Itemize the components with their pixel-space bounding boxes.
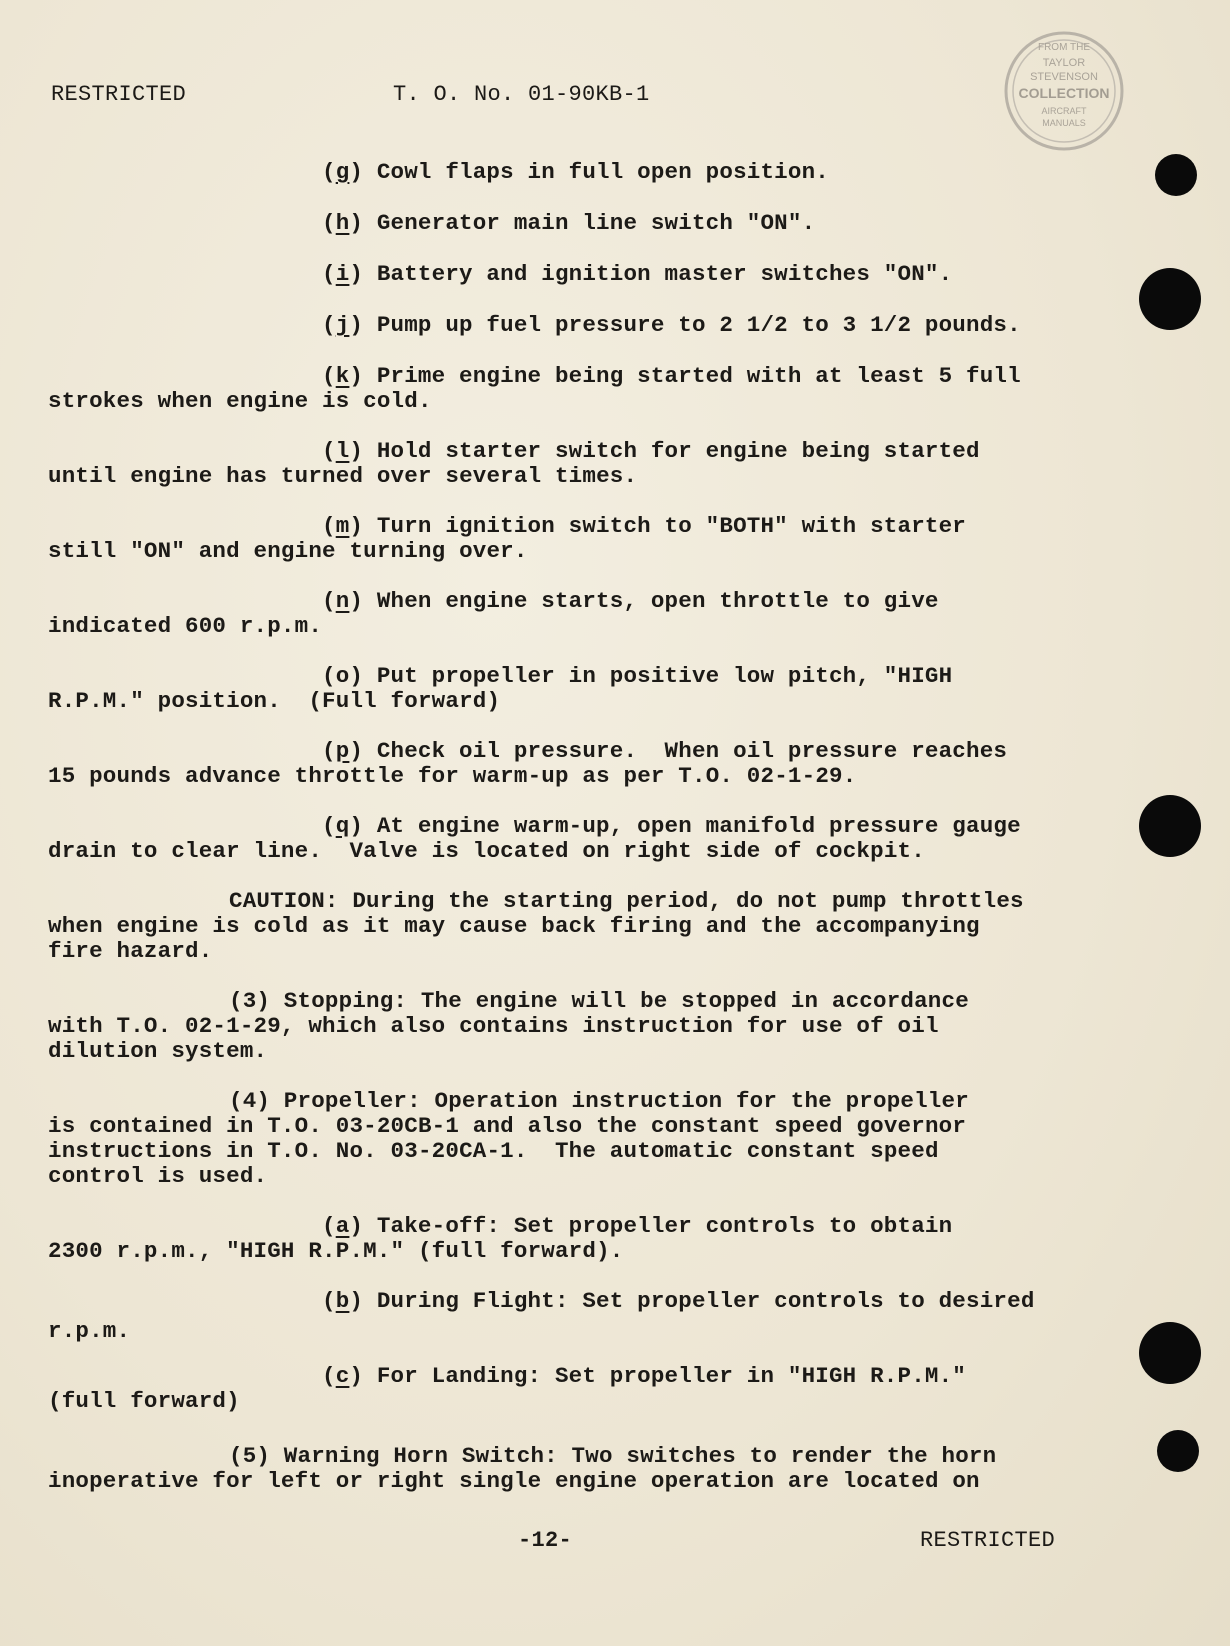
collection-stamp — [1003, 30, 1125, 152]
prop-item-b: (b) During Flight: Set propeller controls to desired — [322, 1288, 1035, 1314]
stopping-line3: dilution system. — [48, 1038, 268, 1064]
prop-item-a-cont: 2300 r.p.m., "HIGH R.P.M." (full forward). — [48, 1238, 624, 1264]
binder-hole — [1139, 268, 1201, 330]
binder-hole — [1155, 154, 1197, 196]
propeller-line4: control is used. — [48, 1163, 268, 1189]
binder-hole — [1139, 795, 1201, 857]
warning-line1: (5) Warning Horn Switch: Two switches to render the horn — [229, 1443, 997, 1469]
item-k-cont: strokes when engine is cold. — [48, 388, 432, 414]
propeller-line1: (4) Propeller: Operation instruction for the propeller — [229, 1088, 969, 1114]
stopping-line2: with T.O. 02-1-29, which also contains instruction for use of oil — [48, 1013, 939, 1039]
stamp-line1: FROM THE — [1037, 42, 1091, 53]
item-q: (q) At engine warm-up, open manifold pressure gauge — [322, 813, 1021, 839]
item-m: (m) Turn ignition switch to "BOTH" with starter — [322, 513, 967, 539]
item-n-cont: indicated 600 r.p.m. — [48, 613, 323, 639]
item-m-cont: still "ON" and engine turning over. — [48, 538, 528, 564]
stamp-line2: TAYLOR — [1042, 57, 1086, 69]
item-p: (p) Check oil pressure. When oil pressure reaches — [322, 738, 1008, 764]
stamp-line6: MANUALS — [1042, 118, 1086, 128]
item-l-cont: until engine has turned over several times. — [48, 463, 638, 489]
warning-line2: inoperative for left or right single engine operation are located on — [48, 1468, 980, 1494]
item-q-cont: drain to clear line. Valve is located on right side of cockpit. — [48, 838, 925, 864]
prop-item-a: (a) Take-off: Set propeller controls to obtain — [322, 1213, 953, 1239]
propeller-line3: instructions in T.O. No. 03-20CA-1. The automatic constant speed — [48, 1138, 939, 1164]
item-g: (g) Cowl flaps in full open position. — [322, 159, 829, 185]
footer-restricted: RESTRICTED — [920, 1528, 1056, 1553]
caution-line3: fire hazard. — [48, 938, 213, 964]
item-h: (h) Generator main line switch "ON". — [322, 210, 816, 236]
prop-item-c: (c) For Landing: Set propeller in "HIGH R.P.M." — [322, 1363, 967, 1389]
binder-hole — [1139, 1322, 1201, 1384]
item-l: (l) Hold starter switch for engine being started — [322, 438, 980, 464]
prop-item-c-cont: (full forward) — [48, 1388, 240, 1414]
stamp-line4: COLLECTION — [1018, 85, 1110, 101]
item-o-cont: R.P.M." position. (Full forward) — [48, 688, 501, 714]
item-k: (k) Prime engine being started with at least 5 full — [322, 363, 1021, 389]
item-i: (i) Battery and ignition master switches "ON". — [322, 261, 953, 287]
item-j: (j) Pump up fuel pressure to 2 1/2 to 3 1/2 pounds. — [322, 312, 1021, 338]
header-to-number: T. O. No. 01-90KB-1 — [393, 82, 650, 107]
page-number: -12- — [518, 1528, 573, 1553]
caution-line1: CAUTION: During the starting period, do not pump throttles — [229, 888, 1024, 914]
item-n: (n) When engine starts, open throttle to give — [322, 588, 939, 614]
item-o: (o) Put propeller in positive low pitch, "HIGH — [322, 663, 953, 689]
caution-line2: when engine is cold as it may cause back firing and the accompanying — [48, 913, 980, 939]
propeller-line2: is contained in T.O. 03-20CB-1 and also the constant speed governor — [48, 1113, 967, 1139]
item-p-cont: 15 pounds advance throttle for warm-up as per T.O. 02-1-29. — [48, 763, 857, 789]
stamp-line3: STEVENSON — [1030, 71, 1098, 83]
stopping-line1: (3) Stopping: The engine will be stopped in accordance — [229, 988, 969, 1014]
binder-hole — [1157, 1430, 1199, 1472]
header-restricted: RESTRICTED — [51, 82, 187, 107]
prop-item-b-cont: r.p.m. — [48, 1318, 131, 1344]
stamp-line5: AIRCRAFT — [1041, 106, 1087, 116]
